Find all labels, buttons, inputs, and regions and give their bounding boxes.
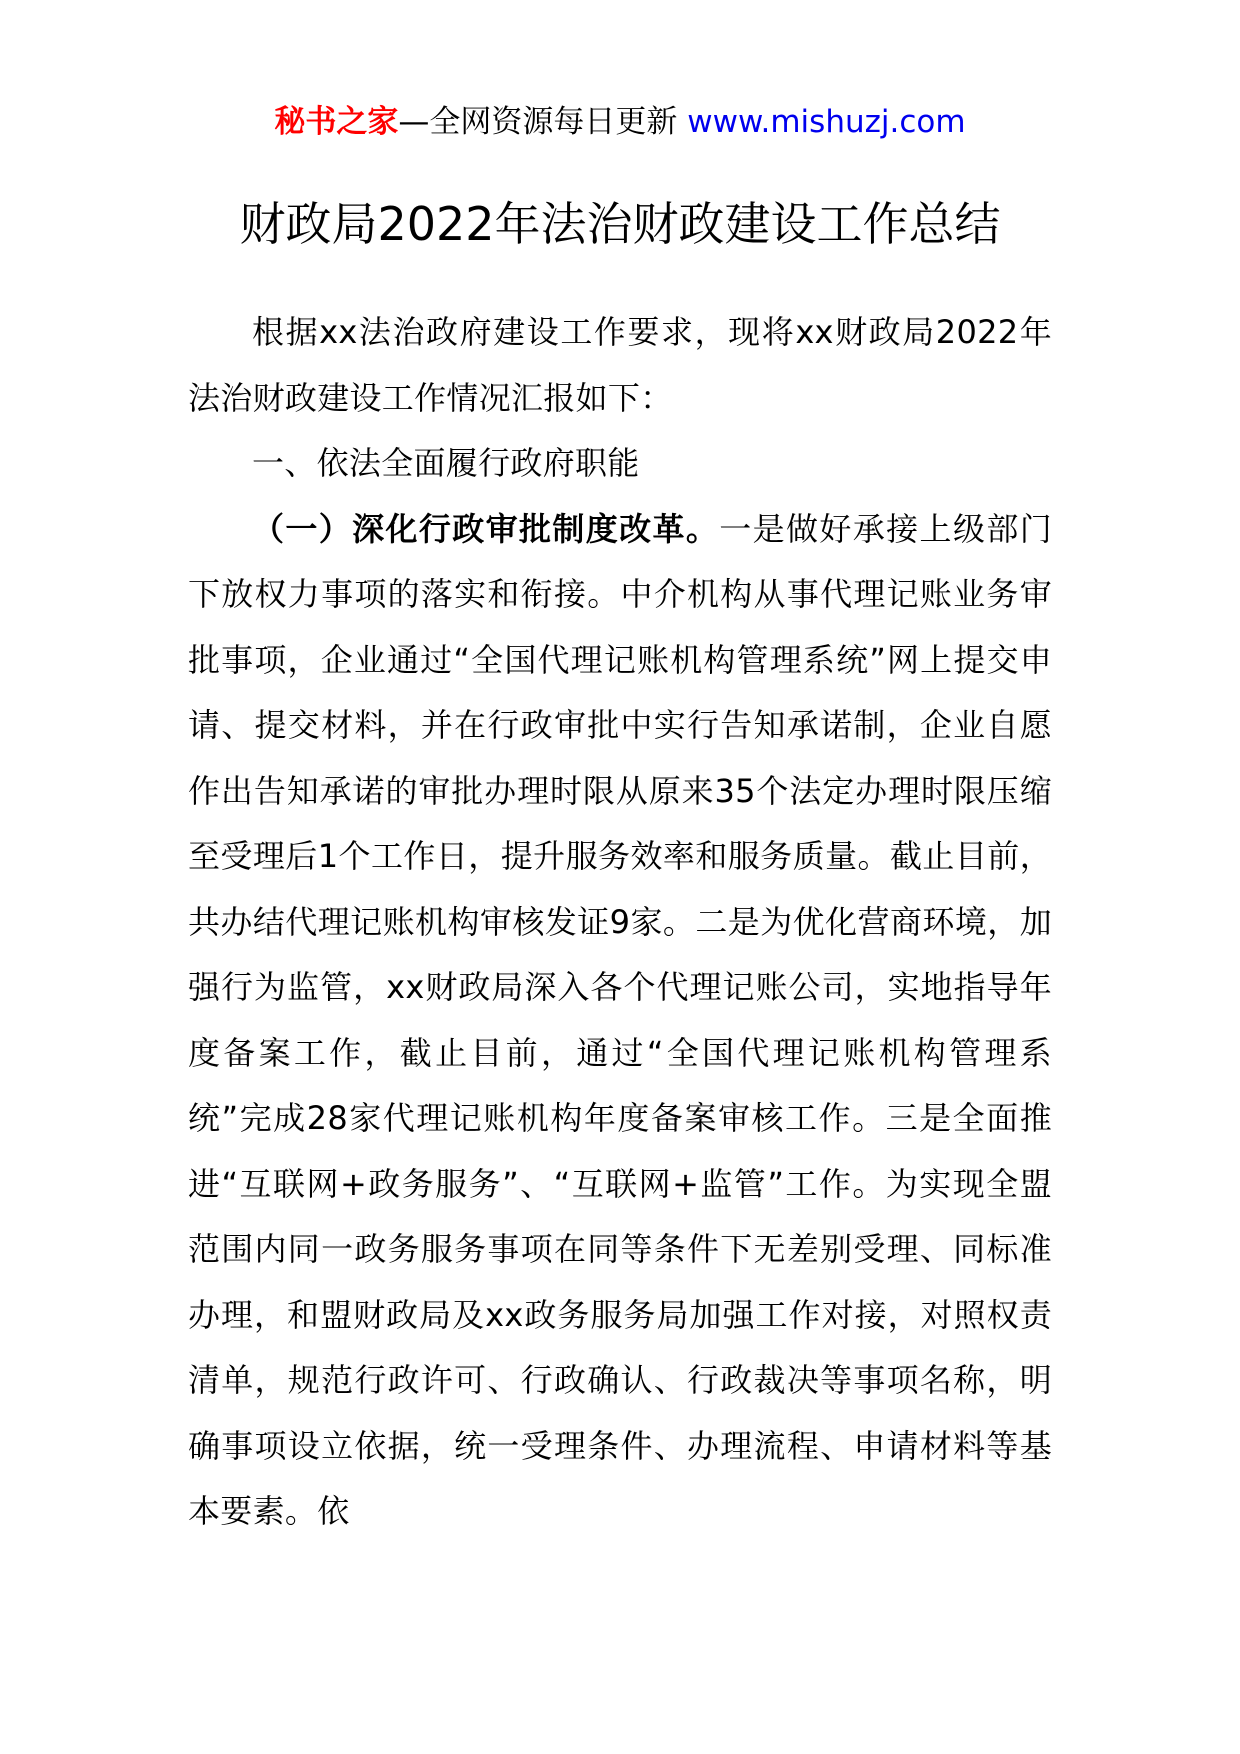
site-url-link[interactable]: www.mishuzj.com xyxy=(687,104,966,140)
section-heading: 一、依法全面履行政府职能 xyxy=(252,444,640,482)
site-tagline: —全网资源每日更新 xyxy=(398,104,688,140)
site-brand: 秘书之家 xyxy=(274,104,399,140)
subsection-heading: （一）深化行政审批制度改革。 xyxy=(252,509,720,548)
site-header xyxy=(0,100,1240,144)
subsection-paragraph xyxy=(188,497,1052,1545)
subsection-body: 一是做好承接上级部门下放权力事项的落实和衔接。中介机构从事代理记账业务审批事项，企业通过“全国代理记账机构管理系统”网上提交申请、提交材料，并在行政审批中实行告知承诺制，企业自愿作出告知承诺的审批办理时限从原来35个法定办理时限压缩至受理后1个工作日，提升服务效率和服务质量。截止目前，共办结代理记账机构审核发证9家。二是为优化营商环境，加强行为监管，xx财政局深入各个代理记账公司，实地指导年度备案工作，截止目前，通过“全国代理记账机构管理系统”完成28家代理记账机构年度备案审核工作。三是全面推进“互联网+政务服务”、“互联网+监管”工作。为实现全盟范围内同一政务服务事项在同等条件下无差别受理、同标准办理，和盟财政局及xx政务服务局加强工作对接，对照权责清单，规范行政许可、行政确认、行政裁决等事项名称，明确事项设立依据，统一受理条件、办理流程、申请材料等基本要素。依 xyxy=(188,509,1052,1530)
intro-paragraph: 根据xx法治政府建设工作要求，现将xx财政局2022年法治财政建设工作情况汇报如下： xyxy=(188,313,1052,417)
document-body xyxy=(188,300,1052,1545)
document-title: 财政局2022年法治财政建设工作总结 xyxy=(239,197,1001,251)
